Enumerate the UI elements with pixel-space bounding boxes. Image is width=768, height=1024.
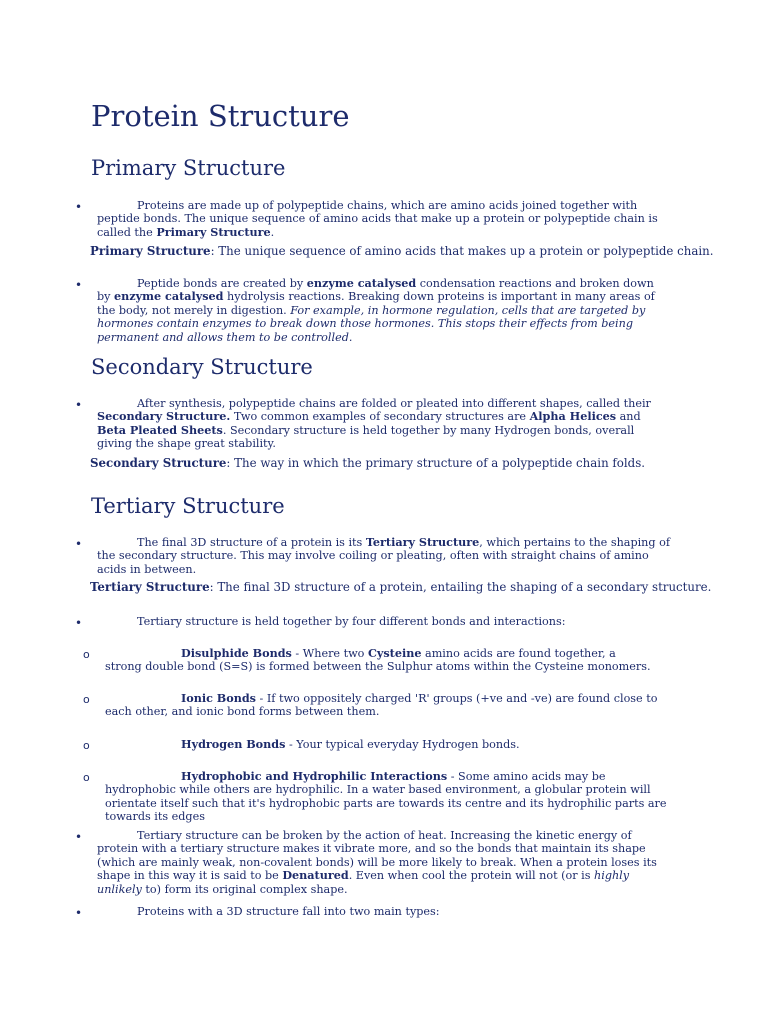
sub-item-ionic	[105, 692, 667, 719]
text-run: , which pertains to the shaping of the secondary structure. This may involve coiling or pleating, often with straight chains of amino acids in between.	[97, 536, 670, 576]
sub-item-disulphide	[105, 647, 653, 674]
bold-term: Alpha Helices	[529, 409, 617, 424]
text-run: . Even when cool the protein will not (or is	[348, 869, 595, 883]
text-run: - Where two	[291, 647, 368, 660]
italic-text: highly unlikely	[97, 869, 630, 896]
bold-term: enzyme catalysed	[114, 289, 224, 304]
definition-term: Tertiary Structure	[90, 580, 210, 594]
heading-secondary-structure: Secondary Structure	[91, 355, 313, 379]
heading-primary-structure: Primary Structure	[91, 156, 286, 180]
definition-secondary	[90, 456, 645, 470]
text-run: Tertiary structure can be broken by the action of heat. Increasing the kinetic energy of protein with a tertiary structure makes it vibrate more, and so the bonds that maintain its shape (which are mainly weak, non-covalent bonds) will be more likely to break. When a protein loses its shape in this way it is said to be	[97, 829, 657, 883]
bold-term: Secondary Structure.	[97, 409, 231, 424]
paragraph-primary-1	[97, 199, 677, 239]
italic-text: For example, in hormone regulation, cells that are targeted by hormones contain enzymes to break down those hormones. This stops their effects from being permanent and allows them to be controlled.	[97, 303, 646, 344]
text-run: .	[270, 225, 275, 239]
bullet-marker: •	[75, 906, 83, 920]
definition-primary	[90, 244, 714, 258]
bold-term: Cysteine	[367, 646, 422, 660]
bullet-marker: •	[75, 278, 83, 292]
definition-tertiary	[90, 580, 711, 594]
definition-term: Primary Structure	[90, 244, 211, 258]
paragraph-primary-2	[97, 277, 663, 344]
bold-term: Hydrophobic and Hydrophilic Interactions	[181, 769, 448, 783]
sub-bullet-marker: o	[83, 771, 90, 784]
bullet-marker: •	[75, 537, 83, 551]
bold-term: Tertiary Structure	[365, 535, 480, 549]
text-run: After synthesis, polypeptide chains are folded or pleated into different shapes, called their	[137, 397, 651, 410]
text-run: hydrolysis reactions. Breaking down proteins is important in many areas of the body, not merely in digestion.	[97, 290, 655, 317]
text-run: Tertiary structure is held together by four different bonds and interactions:	[137, 615, 566, 628]
text-run: amino acids are found together, a strong double bond (S=S) is formed between the Sulphur atoms within the Cysteine monomers.	[105, 647, 651, 674]
definition-term: Secondary Structure	[90, 456, 227, 470]
bold-term: Primary Structure	[156, 224, 271, 239]
text-run: The final 3D structure of a protein is its	[137, 536, 366, 549]
definition-text: : The way in which the primary structure of a polypeptide chain folds.	[226, 456, 646, 470]
bold-term: Denatured	[282, 868, 349, 883]
heading-tertiary-structure: Tertiary Structure	[91, 494, 285, 518]
paragraph-tertiary-2	[97, 615, 681, 628]
bold-term: Disulphide Bonds	[181, 646, 292, 660]
sub-item-hydrogen	[105, 738, 665, 751]
sub-bullet-marker: o	[83, 648, 90, 661]
bullet-marker: •	[75, 200, 83, 214]
paragraph-tertiary-1	[97, 536, 681, 576]
text-run: and	[616, 410, 641, 424]
bullet-marker: •	[75, 398, 83, 412]
bold-term: Ionic Bonds	[181, 691, 256, 705]
text-run: Two common examples of secondary structures are	[230, 410, 530, 424]
sub-bullet-marker: o	[83, 693, 90, 706]
paragraph-tertiary-4	[97, 905, 659, 918]
text-run: Proteins are made up of polypeptide chains, which are amino acids joined together with peptide bonds. The unique sequence of amino acids that make up a protein or polypeptide chain is called the	[97, 199, 658, 239]
text-run: - If two oppositely charged 'R' groups (+ve and -ve) are found close to each other, and ionic bond forms between them.	[105, 692, 658, 719]
paragraph-tertiary-3	[97, 829, 659, 896]
definition-text: : The unique sequence of amino acids that makes up a protein or polypeptide chain.	[210, 244, 714, 258]
text-run: Proteins with a 3D structure fall into two main types:	[137, 905, 440, 918]
text-run: Peptide bonds are created by	[137, 277, 307, 290]
definition-text: : The final 3D structure of a protein, entailing the shaping of a secondary structure.	[209, 580, 712, 594]
text-run: - Your typical everyday Hydrogen bonds.	[285, 738, 520, 751]
text-run: - Some amino acids may be hydrophobic while others are hydrophilic. In a water based environment, a globular protein will orientate itself such that it's hydrophobic parts are towards its centre and its hydrophilic parts are towards its edges	[105, 770, 667, 824]
text-run: . Secondary structure is held together by many Hydrogen bonds, overall giving the shape great stability.	[97, 423, 635, 451]
bold-term: Beta Pleated Sheets	[97, 422, 223, 437]
paragraph-secondary-1	[97, 397, 663, 451]
bullet-marker: •	[75, 616, 83, 630]
bold-term: enzyme catalysed	[306, 276, 417, 290]
bullet-marker: •	[75, 830, 83, 844]
page-title: Protein Structure	[91, 99, 350, 133]
sub-bullet-marker: o	[83, 739, 90, 752]
sub-item-hydrophobic	[105, 770, 667, 824]
bold-term: Hydrogen Bonds	[181, 737, 286, 751]
text-run: to) form its original complex shape.	[141, 882, 348, 896]
text-run: condensation reactions and broken down by	[97, 277, 654, 304]
